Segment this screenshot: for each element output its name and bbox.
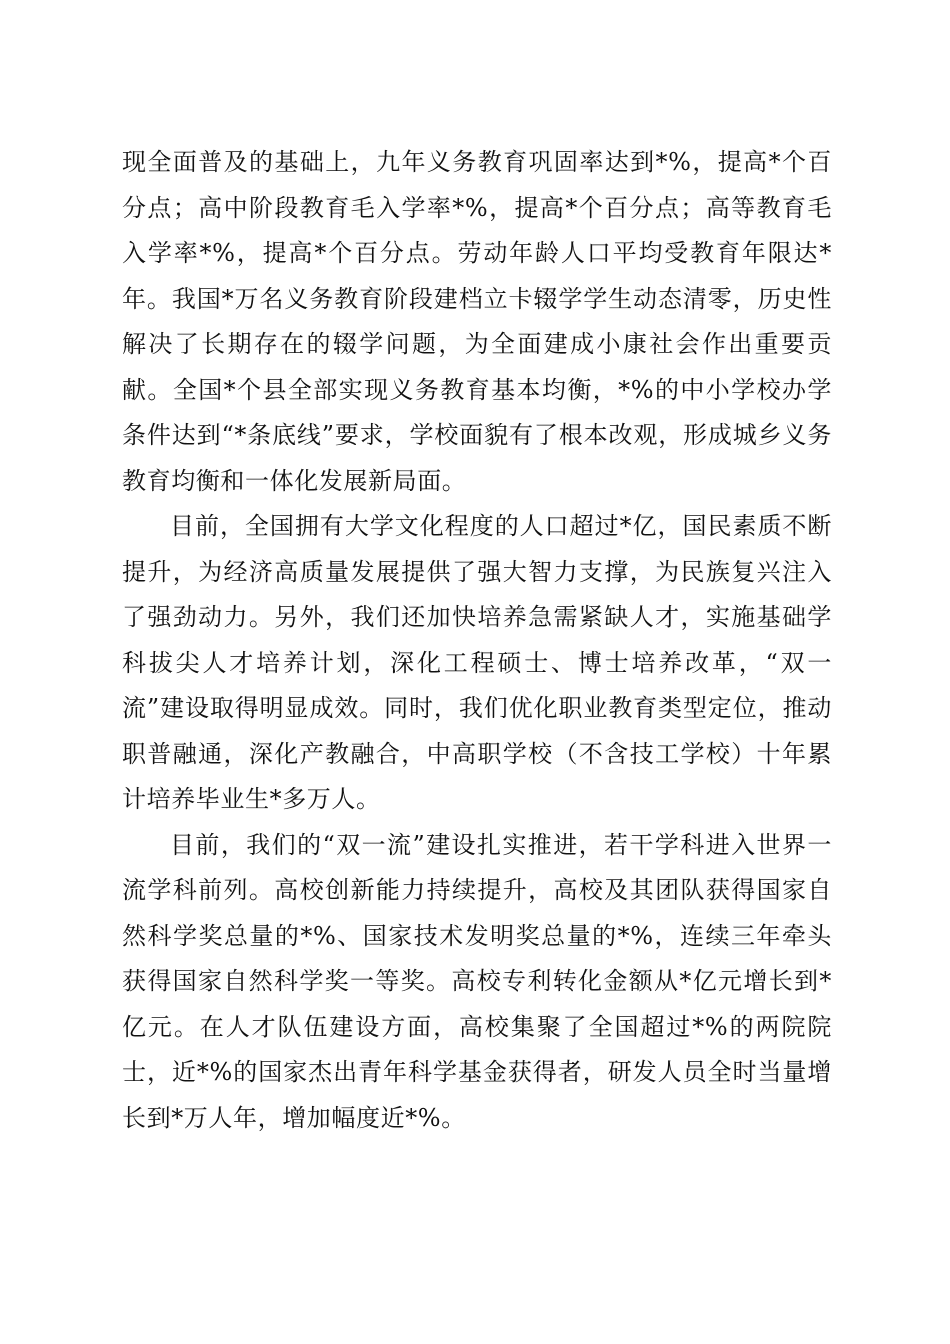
paragraph-continuation: 现全面普及的基础上，九年义务教育巩固率达到*%，提高*个百分点；高中阶段教育毛入学率*%，提高*个百分点；高等教育毛入学率*%，提高*个百分点。劳动年龄人口平均受教育年限达*年。我国*万名义务教育阶段建档立卡辍学学生动态清零，历史性解决了长期存在的辍学问题，为全面建成小康社会作出重要贡献。全国*个县全部实现义务教育基本均衡，*%的中小学校办学条件达到“*条底线”要求，学校面貌有了根本改观，形成城乡义务教育均衡和一体化发展新局面。 xyxy=(122,148,832,495)
document-body xyxy=(122,140,832,1141)
paragraph-university-population: 目前，全国拥有大学文化程度的人口超过*亿，国民素质不断提升，为经济高质量发展提供了强大智力支撑，为民族复兴注入了强劲动力。另外，我们还加快培养急需紧缺人才，实施基础学科拔尖人才培养计划，深化工程硕士、博士培养改革，“双一流”建设取得明显成效。同时，我们优化职业教育类型定位，推动职普融通，深化产教融合，中高职学校（不含技工学校）十年累计培养毕业生*多万人。 xyxy=(122,512,832,813)
paragraph-double-first-class: 目前，我们的“双一流”建设扎实推进，若干学科进入世界一流学科前列。高校创新能力持续提升，高校及其团队获得国家自然科学奖总量的*%、国家技术发明奖总量的*%，连续三年牵头获得国家自然科学奖一等奖。高校专利转化金额从*亿元增长到*亿元。在人才队伍建设方面，高校集聚了全国超过*%的两院院士，近*%的国家杰出青年科学基金获得者，研发人员全时当量增长到*万人年，增加幅度近*%。 xyxy=(122,830,832,1132)
